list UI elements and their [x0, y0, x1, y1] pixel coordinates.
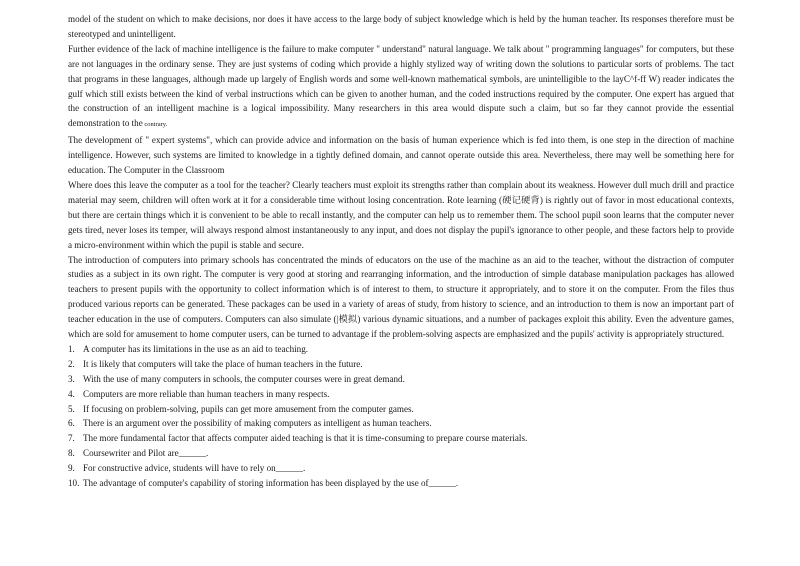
paragraph-2	[68, 42, 734, 133]
question-text: Coursewriter and Pilot are______.	[83, 448, 209, 459]
paragraph-text: model of the student on which to make decisions, nor does it have access to the large body of subject knowledge which is held by the human teacher. Its responses therefore must be stereotyped and unintelligent.	[68, 14, 734, 39]
document-page	[68, 12, 734, 491]
paragraph-tail-small: contrary.	[142, 121, 168, 129]
question-text: The advantage of computer's capability of storing information has been displayed by the use of______.	[83, 478, 459, 489]
question-item	[68, 431, 734, 446]
question-item	[68, 446, 734, 461]
question-number: 6.	[68, 418, 75, 429]
question-text: Computers are more reliable than human teachers in many respects.	[83, 388, 330, 399]
paragraph-text: The introduction of computers into primary schools has concentrated the minds of educators on the use of the machine as an aid to the teacher, without the distraction of computer studies as a subject in its own right. The computer is very good at storing and rearranging information, and the introduction of simple database manipulation packages has allowed teachers to present pupils with the opportunity to collect information which is of interest to them, to structure it appropriately, and to store it on the computer. From the files thus produced various reports can be generated. These packages can be used in a variety of areas of study, from history to science, and an introduction to them is now an important part of teacher education in the use of computers. Computers can also simulate (|模拟) various dynamic situations, and a number of packages exploit this ability. Even the adventure games, which are sold for amusement to home computer users, can be turned to advantage if the problem-solving aspects are emphasized and the pupils' activity is appropriately structured.	[68, 254, 734, 340]
question-number: 4.	[68, 388, 75, 399]
question-text: It is likely that computers will take the place of human teachers in the future.	[83, 358, 363, 369]
question-item	[68, 416, 734, 431]
paragraph-text: Where does this leave the computer as a tool for the teacher? Clearly teachers must exploit its strengths rather than complain about its weakness. However dull much drill and practice material may seem, children will often work at it for a considerable time without losing concentration. Rote learning (硬记硬背) is rightly out of favor in most educational contexts, but there are certain things which it is convenient to be able to recall instantly, and the computer can help us to remember them. The school pupil soon learns that the computer never gets tired, never loses its temper, will always respond almost instantaneously to any input, and does not display the pupil's ignorance to other people, and these factors help to provide a micro-environment within which the pupil is stable and secure.	[68, 179, 734, 250]
question-item	[68, 342, 734, 357]
question-number: 3.	[68, 373, 75, 384]
question-text: For constructive advice, students will have to rely on______.	[83, 463, 306, 474]
question-number: 2.	[68, 358, 75, 369]
question-text: There is an argument over the possibility of making computers as intelligent as human teachers.	[83, 418, 432, 429]
question-text: If focusing on problem-solving, pupils can get more amusement from the computer games.	[83, 403, 414, 414]
question-number: 7.	[68, 433, 75, 444]
question-item	[68, 387, 734, 402]
paragraph-text: Further evidence of the lack of machine intelligence is the failure to make computer " understand" natural language. We talk about " programming languages" for computers, but these are not languages in the ordinary sense. They are just systems of coding which provide a highly stylized way of writing down the solutions to particular sorts of problems. The tact that programs in these languages, although made up largely of English words and some well-known mathematical symbols, are unintelligible to the layC^f-ff W) reader indicates the gulf which still exists between the kind of verbal instructions which can be given to another human, and the coded instructions required by the computer. One expert has argued that the construction of an intelligent machine is a logical impossibility. Many researchers in this area would dispute such a claim, but so far they cannot provide the essential demonstration to the	[68, 43, 734, 129]
question-number: 10.	[68, 478, 80, 489]
question-item	[68, 402, 734, 417]
question-number: 1.	[68, 343, 75, 354]
question-number: 9.	[68, 463, 75, 474]
question-text: The more fundamental factor that affects computer aided teaching is that it is time-consuming to prepare course materials.	[83, 433, 528, 444]
question-number: 5.	[68, 403, 75, 414]
question-text: A computer has its limitations in the use as an aid to teaching.	[83, 343, 309, 354]
question-item	[68, 372, 734, 387]
question-item	[68, 461, 734, 476]
question-item	[68, 357, 734, 372]
paragraph-4	[68, 178, 734, 253]
paragraph-5	[68, 253, 734, 342]
question-item	[68, 476, 734, 491]
paragraph-1	[68, 12, 734, 42]
paragraph-3	[68, 133, 734, 178]
question-number: 8.	[68, 448, 75, 459]
paragraph-text: The development of " expert systems", which can provide advice and information on the basis of human experience which is fed into them, is one step in the direction of machine intelligence. However, such systems are limited to knowledge in a tightly defined domain, and cannot operate outside this area. Nevertheless, there may well be something here for education. The Computer in the Classroom	[68, 135, 734, 176]
question-list	[68, 342, 734, 491]
question-text: With the use of many computers in schools, the computer courses were in great demand.	[83, 373, 405, 384]
